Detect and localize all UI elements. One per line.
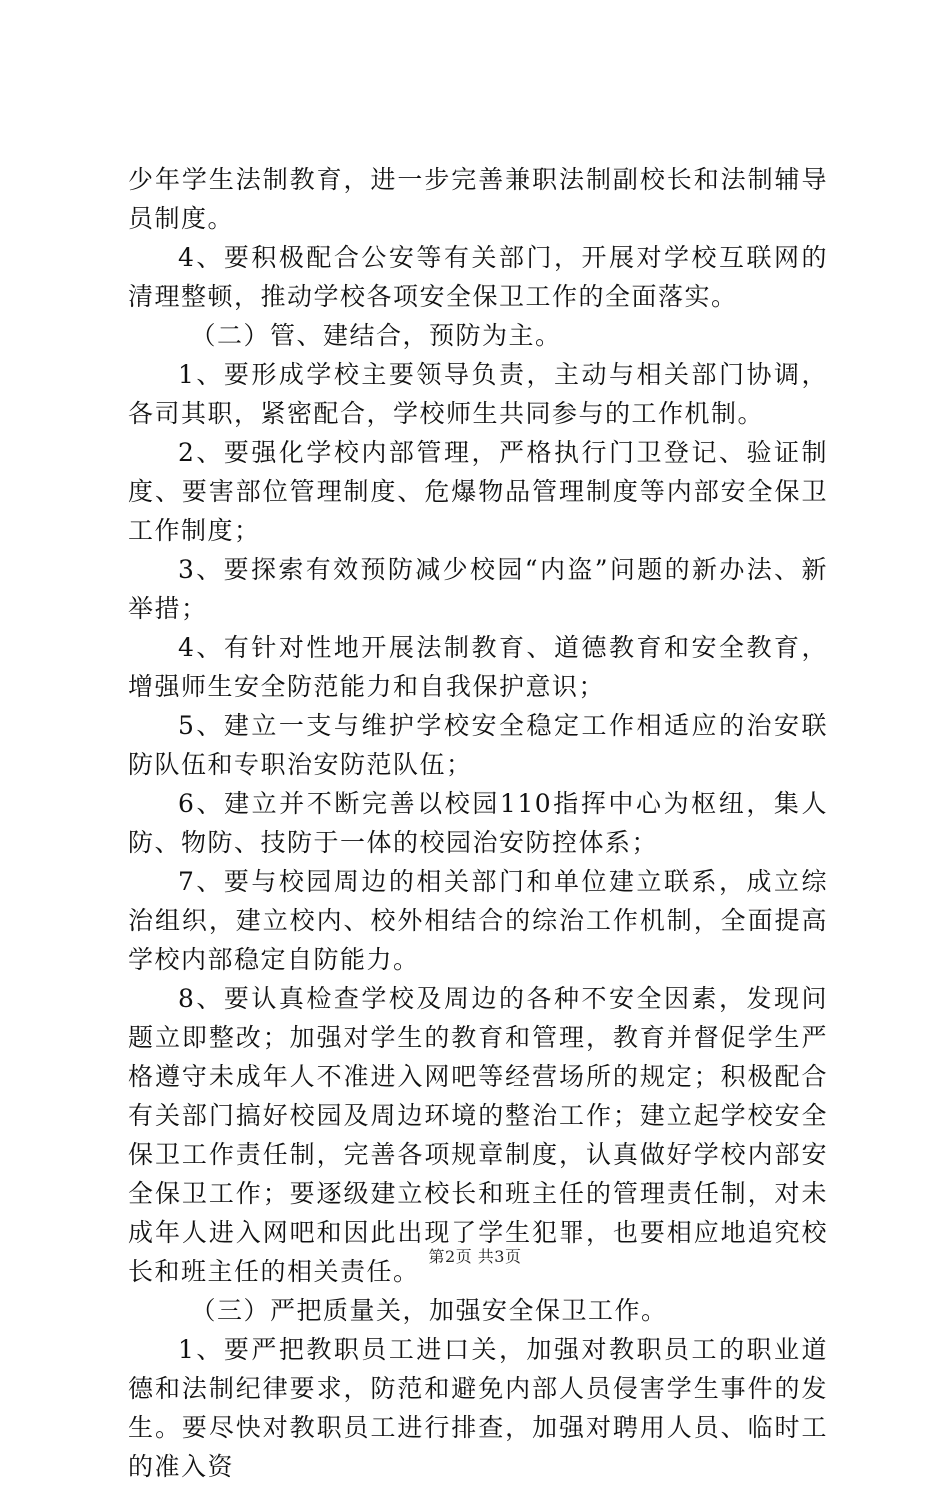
paragraph-11: 8、要认真检查学校及周边的各种不安全因素，发现问题立即整改；加强对学生的教育和管理，教育并督促学生严格遵守未成年人不准进入网吧等经营场所的规定；积极配合有关部门搞好校园及周边环境的整治工作；建立起学校安全保卫工作责任制，完善各项规章制度，认真做好学校内部安全保卫工作；要逐级建立校长和班主任的管理责任制，对未成年人进入网吧和因此出现了学生犯罪，也要相应地追究校长和班主任的相关责任。 <box>128 984 828 1286</box>
paragraph-6: 3、要探索有效预防减少校园“内盗”问题的新办法、新举措； <box>128 555 828 623</box>
paragraph-10: 7、要与校园周边的相关部门和单位建立联系，成立综治组织，建立校内、校外相结合的综治工作机制，全面提高学校内部稳定自防能力。 <box>128 867 828 974</box>
paragraph-5: 2、要强化学校内部管理，严格执行门卫登记、验证制度、要害部位管理制度、危爆物品管理制度等内部安全保卫工作制度； <box>128 438 828 545</box>
paragraph-4: 1、要形成学校主要领导负责，主动与相关部门协调，各司其职，紧密配合，学校师生共同参与的工作机制。 <box>128 360 828 428</box>
page-number-footer: 第2页 共3页 <box>428 1247 522 1266</box>
document-body <box>128 160 828 1486</box>
section-heading-2: （二）管、建结合，预防为主。 <box>190 321 562 350</box>
paragraph-2: 4、要积极配合公安等有关部门，开展对学校互联网的清理整顿，推动学校各项安全保卫工作的全面落实。 <box>128 243 828 311</box>
paragraph-13: 1、要严把教职员工进口关，加强对教职员工的职业道德和法制纪律要求，防范和避免内部人员侵害学生事件的发生。要尽快对教职员工进行排查，加强对聘用人员、临时工的准入资 <box>128 1335 828 1481</box>
paragraph-1: 少年学生法制教育，进一步完善兼职法制副校长和法制辅导员制度。 <box>128 165 828 233</box>
paragraph-7: 4、有针对性地开展法制教育、道德教育和安全教育，增强师生安全防范能力和自我保护意识； <box>128 633 828 701</box>
paragraph-8: 5、建立一支与维护学校安全稳定工作相适应的治安联防队伍和专职治安防范队伍； <box>128 711 828 779</box>
section-heading-3: （三）严把质量关，加强安全保卫工作。 <box>190 1296 668 1325</box>
paragraph-9: 6、建立并不断完善以校园110指挥中心为枢纽，集人防、物防、技防于一体的校园治安防控体系； <box>128 789 828 857</box>
